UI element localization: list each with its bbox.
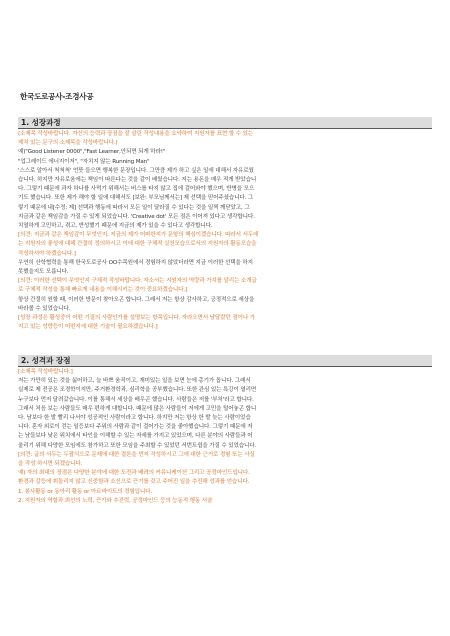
text-line: '스스로 알아서 척척척' 언뜻 들으면 행복한 문장입니다. 그만큼 제가 하고 싶은 일에 대해서 자유로웠 [18, 167, 254, 174]
text-line: 기도 했습니다. 또한 제가 해야 할 일에 대해서도 [보완: 부모님께서는] 제 선택을 믿어주셨습니다. 그 [18, 195, 254, 202]
text-line: 작성하셔야 하겠습니다.] [18, 250, 76, 257]
text-line: 치열하게 고민하고, 겪고, 반성했기 때문에 지금의 제가 있을 수 있다고 생각합니다. [18, 223, 213, 230]
text-line: 우연히 산학협력을 통해 한국도로공사 OO수목원에서 경험하지 않았더라면 지금 이러한 선택을 하지 [18, 259, 253, 266]
text-line: 니다. 혼자 외로이 걷는 일등보다 주위의 사람과 같이 걸어가는 것을 좋아했습니다. 그렇기 때문에 저 [18, 424, 253, 431]
section-body-personality [18, 368, 432, 506]
section-body-growth [18, 130, 432, 332]
section-heading-personality: 2. 성격과 장점 [18, 355, 432, 367]
text-line: 지금과 같은 책임감을 가질 수 있게 되었습니다. 'Creative dot' 모든 점은 이어져 있다고 생각합니다. [18, 213, 255, 220]
text-line: [소제목 작성바랍니다.] [18, 369, 73, 375]
text-line: 바라볼 수 있었습니다. [18, 305, 71, 312]
text-line: 렇기 때문에 내[수정: 제] 선택과 행동에 따라서 모든 일이 달라질 수 있다는 것을 일찍 깨닫았고, 그 [18, 204, 250, 211]
text-line: 을 작성 하시면 되겠습니다. [18, 461, 83, 468]
text-line: 울리기 위해 다양한 모임에도 참가하고 또한 모임을 주최할 수 있었던 서번트쉽을 가질 수 있었습니다. [18, 442, 257, 449]
text-line: [의견: 이러한 선택이 무엇인지 구체적 작성바랍니다. 자소서는 지원자의 역량과 가치를 알리는 소개글 [18, 278, 257, 285]
document-title: 한국도로공사-조경사공 [20, 92, 94, 101]
text-line: 못했을지도 모릅니다. [18, 269, 69, 276]
text-line: 항상 간절히 원할 때, 이러한 방문이 찾아오곤 합니다. 그래서 저는 항상 감사하고, 긍정적으로 세상을 [18, 296, 255, 303]
text-line: 예) 자의 최대의 장점은 다양한 분야에 대한 도전과 배려의 커뮤니케이션 그리고 공정마인드입니다. [18, 470, 250, 477]
text-line: 다. 남보다 한 발 빨리 나서야 성공적인 사람이라고 합니다. 하지만 저는 항상 한 발 늦는 사람이었습 [18, 415, 251, 422]
text-line: 는 지원자의 좋성에 대해 간결히 정의하시고 이에 대한 구체적 실천모습으로서의 지원자의 활동모습을 [18, 241, 257, 248]
text-line: 다. 그렇기 때문에 과자 하나를 사먹기 위해서는 버스를 타지 않고 집에 걸어와야 했으며, 반병을 모으 [18, 186, 255, 193]
text-line: 누구보다 먼저 달려갔습니다. 이를 통해서 세상을 배우곤 했습니다. 사람들은 저를 '부처'라고 합니다. [18, 396, 254, 403]
text-line: [의견: 지금과 같은 책임감이 무엇인지, 지금의 제가 어떠한지가 문항의 핵심이겠습니다. 따라서 서두에 [18, 232, 259, 239]
text-line: 로 구체적 작성을 통해 빠르게 내용을 이해시키는 것이 중요하겠습니다.] [18, 287, 188, 294]
text-line: 제치 있는 문구의 소제목을 작성바랍니다.) [18, 140, 118, 147]
text-line: 환경과 갈등에 휘둘리지 않고 신중함과 소신으로 끈기를 갖고 주어진 일을 추진해 성과를 얻습니다. [18, 479, 250, 486]
text-line: 그래서 처음 보는 사람들도 매우 편하게 대합니다. 때문에 많은 사람들이 저에게 고민을 털어놓곤 합니 [18, 405, 257, 412]
text-line: "업그레이드 에너지이저", "자치지 않는 Running Man" [18, 158, 150, 165]
section-heading-growth: 1. 성장과정 [18, 117, 432, 129]
text-line: 습니다. 하지만 자유로움에는 책임이 따른다는 것을 같이 배웠습니다. 저는 용돈을 매우 적게 받았습니 [18, 177, 257, 184]
text-line: (소제목 작성바랍니다. 자신의 능력과 장점을 잘 살린 작성내용을 요약하여 지원자를 표현 할 수 있는 [18, 131, 253, 137]
text-line: 1. 봉사활동 or 동아리 활동 or 아르바이트의 경험입니다. [18, 488, 152, 495]
text-line: 예)"Good Listener 0000","Fast Learner,안되면 되게 하라!" [18, 149, 166, 156]
text-line: 저는 가만히 있는 것을 싫어하고, 늘 바쁘 움직이고, 재미있는 일을 보면 눈에 총기가 돕니다. 그래서 [18, 378, 251, 385]
text-line: 지고 있는 성향등이 어떤지에 대한 기술이 필요하겠습니다.] [18, 324, 158, 331]
text-line: 2. 지원자의 역할과 최선의 노력, 끈기와 추진력, 공정마인드 등의 능동적 행동 서술 [18, 497, 213, 504]
text-line: [의견: 글의 서두는 두괄식으로 문제에 대한 결론을 먼저 작성하시고 그에 대한 근거로 경험 또는 사실 [18, 451, 255, 458]
text-line: 는 남들보다 낮은 위치에서 타인을 이해할 수 있는 자세를 가지고 있었으며, 다른 분야의 사람들과 어 [18, 433, 253, 440]
text-line: [성장 과정은 활성중이 어떤 기질의 사람인가를 설명보는 항목입니다. 자라오면서 남달랐던 점이나 가 [18, 315, 255, 322]
text-line: 실제로 제 전공은 조경학이지만, 주거환경학과, 심리학을 공부했습니다. 또한 관심 있는 특강이 열리면 [18, 387, 257, 394]
